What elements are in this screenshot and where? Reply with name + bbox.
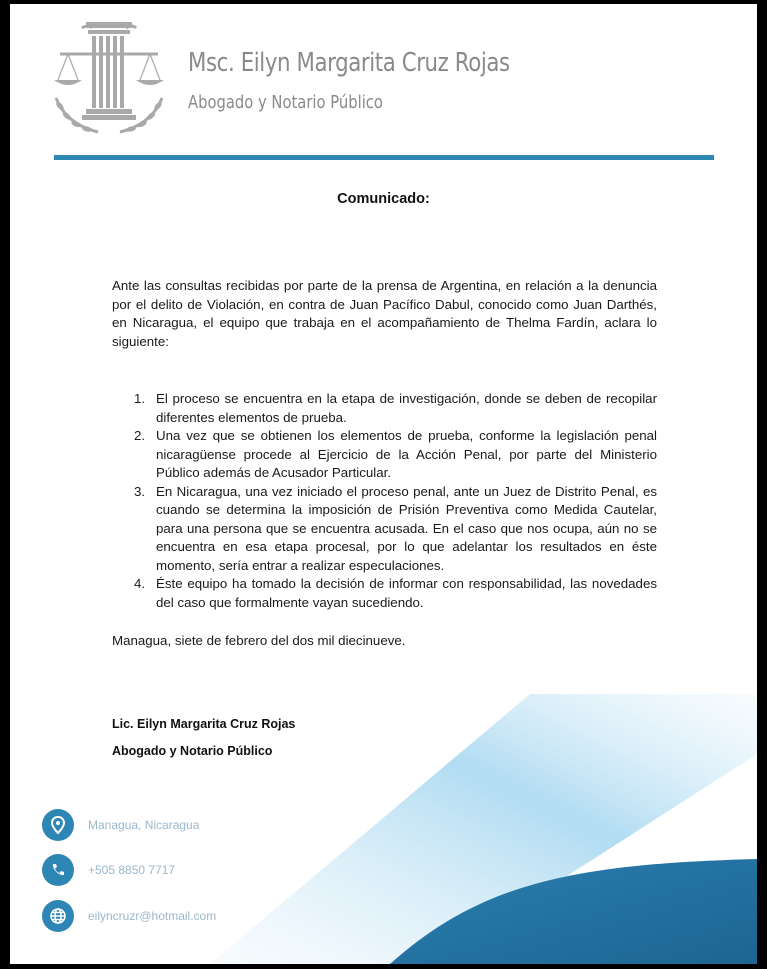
- header-subtitle: Abogado y Notario Público: [188, 92, 383, 113]
- list-item: [112, 483, 657, 576]
- contact-location-text: Managua, Nicaragua: [88, 818, 200, 832]
- list-item-text: El proceso se encuentra en la etapa de investigación, donde se deben de recopilar diferentes elementos de prueba.: [156, 391, 657, 425]
- globe-icon: [42, 900, 74, 932]
- list-item-number: 3.: [134, 483, 146, 499]
- list-item: [112, 575, 657, 612]
- intro-paragraph: Ante las consultas recibidas por parte de la prensa de Argentina, en relación a la denuncia por el delito de Violación, en contra de Juan Pacífico Dabul, conocido como Juan Darthés, en Nicaragua, el equipo que trabaja en el acompañamiento de Thelma Fardín, aclara lo siguiente:: [112, 278, 657, 349]
- closing-line: Managua, siete de febrero del dos mil diecinueve.: [112, 633, 406, 648]
- location-pin-icon: [42, 809, 74, 841]
- letter-page: [10, 4, 757, 964]
- list-item: [112, 427, 657, 483]
- list-item-number: 1.: [134, 391, 146, 406]
- justice-scales-logo: [46, 16, 171, 138]
- contact-email-text: eilyncruzr@hotmail.com: [88, 909, 217, 923]
- contact-phone-text: +505 8850 7717: [88, 863, 176, 877]
- header-divider: [54, 155, 714, 160]
- list-item-text: En Nicaragua, una vez iniciado el proceso penal, ante un Juez de Distrito Penal, es cuando se determina la imposición de Prisión Preventiva como Medida Cautelar, para una persona que se encuentra acusada. En el caso que nos ocupa, aún no se encuentra en esa etapa procesal, por lo que adelantar los resultados en éste momento, sería entrar a realizar especulaciones.: [156, 483, 657, 573]
- list-item-number: 2.: [134, 428, 146, 443]
- contact-location: [42, 809, 199, 841]
- list-item-text: Una vez que se obtienen los elementos de prueba, conforme la legislación penal nicaragüense procede al Ejercicio de la Acción Penal, por parte del Ministerio Público además de Acusador Particular.: [156, 428, 657, 480]
- list-item-text: Éste equipo ha tomado la decisión de informar con responsabilidad, las novedades del caso que formalmente vayan sucediendo.: [156, 576, 657, 610]
- points-list: [112, 390, 657, 612]
- header-name: Msc. Eilyn Margarita Cruz Rojas: [188, 48, 510, 78]
- list-item-number: 4.: [134, 576, 146, 591]
- contact-phone[interactable]: [42, 854, 175, 886]
- contact-email[interactable]: [42, 900, 216, 932]
- phone-icon: [42, 854, 74, 886]
- list-item: [112, 390, 657, 427]
- signature-title: Abogado y Notario Público: [112, 744, 273, 758]
- signature-name: Lic. Eilyn Margarita Cruz Rojas: [112, 717, 296, 731]
- document-title: Comunicado:: [337, 191, 430, 207]
